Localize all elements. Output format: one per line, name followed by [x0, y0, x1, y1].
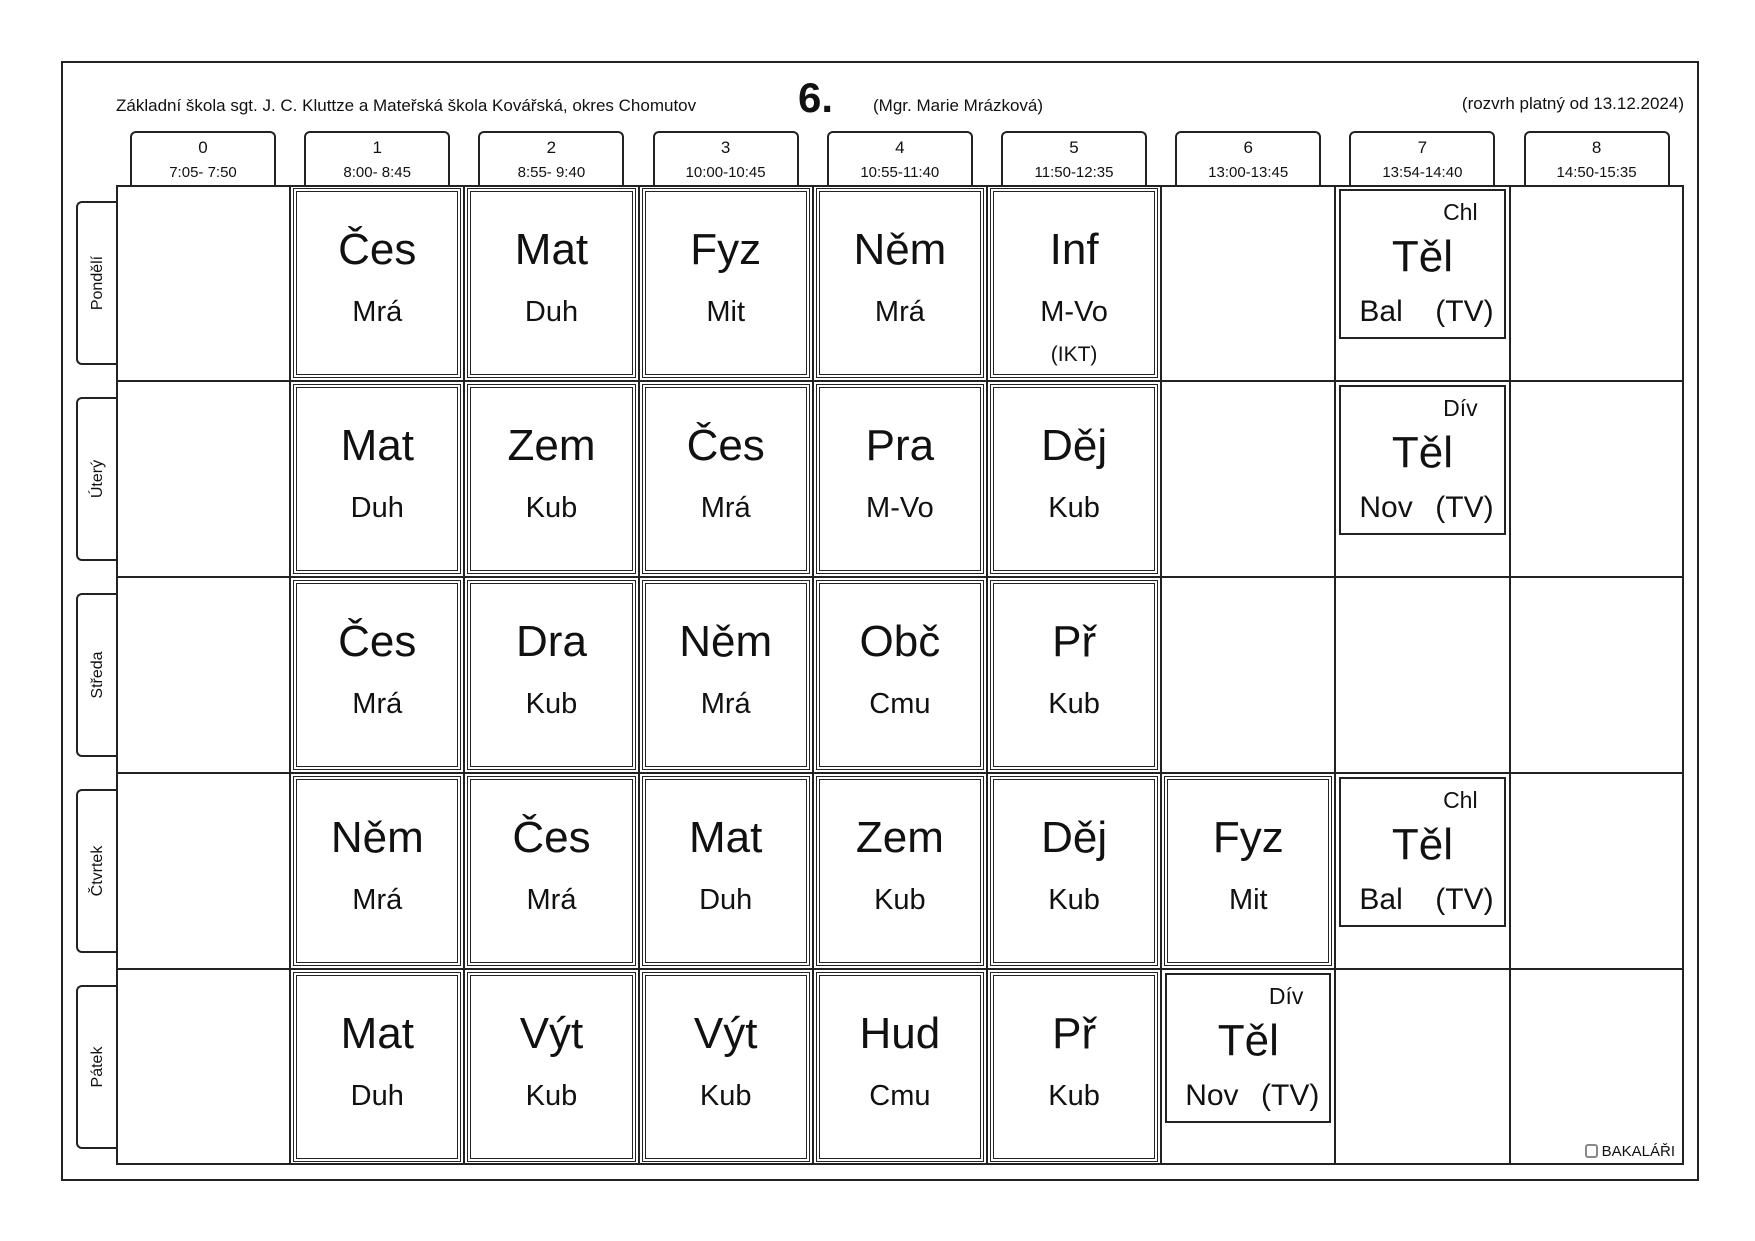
lesson-cell[interactable]: [816, 972, 984, 1162]
grid-row-divider: [118, 772, 1682, 774]
lesson-cell[interactable]: [467, 384, 635, 574]
lesson-teacher: Kub: [525, 492, 578, 524]
lesson-cell[interactable]: [293, 972, 461, 1162]
lesson-teacher: Kub: [1048, 1080, 1100, 1112]
period-tab-6: [1175, 131, 1321, 185]
day-label: Pondělí: [89, 255, 106, 311]
timetable-grid: [116, 185, 1684, 1165]
lesson-cell[interactable]: [293, 384, 461, 574]
day-tab-1: [76, 397, 118, 561]
period-time: 10:00-10:45: [685, 164, 766, 181]
lesson-room: (TV): [1261, 1079, 1320, 1112]
lesson-cell[interactable]: [816, 580, 984, 770]
period-time: 11:50-12:35: [1034, 164, 1114, 181]
grid-column-divider: [638, 187, 640, 1163]
period-time: 10:55-11:40: [860, 164, 940, 181]
lesson-cell[interactable]: [990, 384, 1158, 574]
period-time: 13:00-13:45: [1208, 164, 1289, 181]
lesson-room: (TV): [1435, 295, 1494, 328]
lesson-subject: Obč: [859, 617, 941, 666]
period-number: 3: [720, 138, 731, 157]
lesson-subject: Mat: [340, 421, 414, 470]
lesson-room: (IKT): [1050, 343, 1098, 366]
period-time: 14:50-15:35: [1556, 164, 1637, 181]
period-time: 7:05- 7:50: [169, 164, 237, 181]
lesson-subject: Hud: [859, 1009, 941, 1058]
period-number: 0: [198, 138, 208, 157]
period-time: 13:54-14:40: [1382, 164, 1463, 181]
group-lesson-cell[interactable]: [1165, 973, 1331, 1123]
period-number: 5: [1069, 138, 1079, 157]
lesson-subject: Čes: [338, 617, 417, 666]
lesson-teacher: Duh: [350, 492, 404, 524]
day-label: Úterý: [89, 459, 106, 499]
lesson-cell[interactable]: [1164, 776, 1332, 966]
lesson-group: Dív: [1268, 983, 1304, 1009]
lesson-subject: Zem: [855, 813, 944, 862]
grid-row-divider: [118, 380, 1682, 382]
logo-text: BAKALÁŘI: [1601, 1143, 1675, 1160]
lesson-subject: Př: [1052, 617, 1097, 666]
lesson-subject: Výt: [693, 1009, 758, 1058]
day-label: Pátek: [89, 1046, 106, 1088]
grid-column-divider: [1334, 187, 1336, 1163]
grid-column-divider: [986, 187, 988, 1163]
period-tab-1: [304, 131, 450, 185]
period-tab-0: [130, 131, 276, 185]
lesson-subject: Těl: [1391, 232, 1454, 281]
lesson-cell[interactable]: [642, 972, 810, 1162]
period-tab-3: [653, 131, 799, 185]
lesson-subject: Pra: [865, 421, 935, 470]
lesson-subject: Něm: [853, 225, 947, 274]
group-lesson-cell[interactable]: [1339, 385, 1505, 535]
period-number: 8: [1591, 138, 1602, 157]
lesson-teacher: Nov: [1359, 491, 1413, 524]
lesson-teacher: Kub: [1048, 688, 1100, 720]
lesson-cell[interactable]: [990, 972, 1158, 1162]
lesson-subject: Děj: [1041, 813, 1108, 862]
lesson-cell[interactable]: [467, 776, 635, 966]
day-tab-3: [76, 789, 118, 953]
grid-column-divider: [1509, 187, 1511, 1163]
lesson-teacher: Cmu: [869, 1080, 931, 1112]
lesson-teacher: Kub: [525, 688, 578, 720]
lesson-cell[interactable]: [642, 384, 810, 574]
lesson-cell[interactable]: [990, 188, 1158, 378]
lesson-cell[interactable]: [293, 776, 461, 966]
lesson-teacher: Duh: [699, 884, 753, 916]
lesson-teacher: Duh: [350, 1080, 404, 1112]
period-tab-4: [827, 131, 973, 185]
lesson-teacher: Mrá: [700, 492, 751, 524]
group-lesson-cell[interactable]: [1339, 189, 1505, 339]
lesson-subject: Děj: [1041, 421, 1108, 470]
class-number: 6.: [798, 74, 834, 121]
lesson-teacher: Nov: [1185, 1079, 1239, 1112]
school-name: Základní škola sgt. J. C. Kluttze a Mateřská škola Kovářská, okres Chomutov: [116, 96, 697, 115]
lesson-subject: Mat: [514, 225, 589, 274]
period-tab-5: [1001, 131, 1147, 185]
lesson-cell[interactable]: [990, 776, 1158, 966]
lesson-teacher: Duh: [524, 296, 579, 328]
lesson-cell[interactable]: [293, 580, 461, 770]
lesson-teacher: Mrá: [352, 296, 403, 328]
lesson-cell[interactable]: [990, 580, 1158, 770]
lesson-teacher: Cmu: [869, 688, 931, 720]
lesson-cell[interactable]: [467, 188, 635, 378]
lesson-subject: Něm: [330, 813, 424, 862]
lesson-cell[interactable]: [816, 188, 984, 378]
lesson-teacher: Mrá: [700, 688, 751, 720]
lesson-teacher: Bal: [1359, 295, 1403, 328]
class-teacher: (Mgr. Marie Mrázková): [873, 96, 1044, 115]
lesson-cell[interactable]: [642, 776, 810, 966]
hexagon-logo-icon: [1585, 1144, 1598, 1158]
lesson-room: (TV): [1435, 491, 1494, 524]
period-number: 6: [1243, 138, 1253, 157]
lesson-teacher: Mrá: [874, 296, 925, 328]
day-label: Středa: [89, 651, 106, 699]
grid-row-divider: [118, 576, 1682, 578]
lesson-teacher: M-Vo: [1040, 296, 1108, 328]
day-tab-0: [76, 201, 118, 365]
period-tab-7: [1349, 131, 1495, 185]
period-time: 8:55- 9:40: [517, 164, 586, 181]
grid-column-divider: [812, 187, 814, 1163]
lesson-subject: Fyz: [1212, 813, 1284, 862]
lesson-teacher: Kub: [874, 884, 926, 916]
grid-row-divider: [118, 968, 1682, 970]
lesson-subject: Výt: [519, 1009, 584, 1058]
lesson-teacher: Bal: [1359, 883, 1403, 916]
period-tab-2: [478, 131, 624, 185]
lesson-subject: Inf: [1049, 225, 1099, 274]
lesson-subject: Těl: [1391, 820, 1454, 869]
bakalari-logo: [1585, 1143, 1675, 1160]
lesson-subject: Mat: [689, 813, 763, 862]
lesson-teacher: Mit: [1228, 884, 1268, 916]
lesson-subject: Těl: [1391, 428, 1454, 477]
day-tab-4: [76, 985, 118, 1149]
period-tab-8: [1524, 131, 1670, 185]
period-number: 7: [1417, 138, 1428, 157]
lesson-teacher: Mrá: [352, 688, 403, 720]
lesson-group: Chl: [1443, 199, 1478, 225]
valid-from: (rozvrh platný od 13.12.2024): [1461, 94, 1684, 113]
group-lesson-cell[interactable]: [1339, 777, 1505, 927]
lesson-teacher: Mrá: [526, 884, 577, 916]
lesson-cell[interactable]: [467, 580, 635, 770]
lesson-subject: Dra: [516, 617, 587, 666]
grid-column-divider: [289, 187, 291, 1163]
lesson-subject: Zem: [507, 421, 596, 470]
lesson-teacher: Kub: [1048, 492, 1100, 524]
lesson-subject: Fyz: [690, 225, 762, 274]
lesson-teacher: Kub: [1048, 884, 1100, 916]
day-tab-2: [76, 593, 118, 757]
lesson-teacher: Mrá: [352, 884, 403, 916]
lesson-subject: Mat: [340, 1009, 414, 1058]
lesson-subject: Čes: [686, 421, 765, 470]
lesson-teacher: Kub: [699, 1080, 752, 1112]
lesson-cell[interactable]: [467, 972, 635, 1162]
lesson-teacher: Mit: [706, 296, 746, 328]
lesson-cell[interactable]: [816, 776, 984, 966]
lesson-cell[interactable]: [293, 188, 461, 378]
lesson-subject: Př: [1052, 1009, 1097, 1058]
period-number: 2: [546, 138, 557, 157]
day-label: Čtvrtek: [89, 845, 106, 897]
grid-column-divider: [1160, 187, 1162, 1163]
lesson-cell[interactable]: [642, 188, 810, 378]
lesson-subject: Čes: [338, 225, 417, 274]
lesson-subject: Něm: [679, 617, 773, 666]
lesson-room: (TV): [1435, 883, 1494, 916]
lesson-group: Dív: [1443, 395, 1478, 421]
lesson-subject: Těl: [1217, 1016, 1279, 1065]
period-number: 4: [895, 138, 905, 157]
lesson-cell[interactable]: [816, 384, 984, 574]
lesson-group: Chl: [1443, 787, 1478, 813]
lesson-teacher: M-Vo: [866, 492, 934, 524]
period-time: 8:00- 8:45: [343, 164, 411, 181]
grid-column-divider: [463, 187, 465, 1163]
lesson-cell[interactable]: [642, 580, 810, 770]
period-number: 1: [372, 138, 382, 157]
lesson-subject: Čes: [512, 813, 591, 862]
lesson-teacher: Kub: [525, 1080, 578, 1112]
